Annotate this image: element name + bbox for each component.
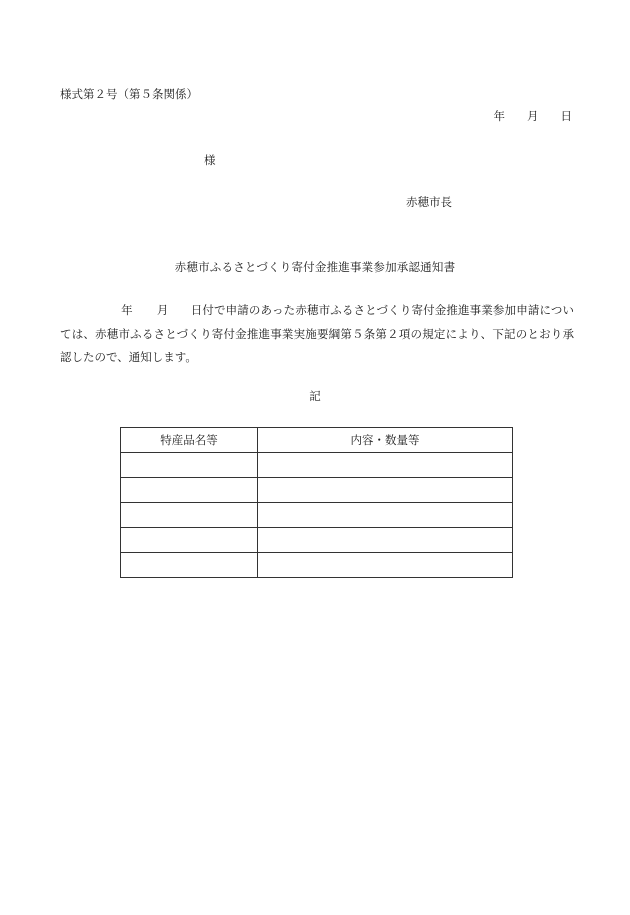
table-cell-product[interactable] [121,528,258,553]
table-cell-product[interactable] [121,503,258,528]
date-line [494,108,573,124]
document-title: 赤穂市ふるさとづくり寄付金推進事業参加承認通知書 [174,260,456,274]
body-text: 日付で申請のあった赤穂市ふるさとづくり寄付金推進事業参加申請については、赤穂市ふるさとづくり寄付金推進事業実施要綱第５条第２項の規定により、下記のとおり承認したので、通知します。 [60,303,575,364]
form-number: 様式第２号（第５条関係） [60,87,198,101]
table-row [121,528,513,553]
table-cell-content[interactable] [258,478,513,503]
table-header-row [121,428,513,453]
column-header-content-quantity: 内容・数量等 [258,428,513,453]
body-year-label: 年 [121,303,133,317]
table-row [121,453,513,478]
date-month-label: 月 [527,109,539,123]
table-row [121,503,513,528]
column-header-product-name: 特産品名等 [121,428,258,453]
items-table [120,427,513,578]
table-row [121,553,513,578]
ki-heading: 記 [309,389,321,403]
table-cell-product[interactable] [121,453,258,478]
table-row [121,478,513,503]
table-cell-product[interactable] [121,553,258,578]
body-month-label: 月 [156,303,169,317]
body-paragraph [60,299,574,370]
date-year-label: 年 [493,109,505,123]
table-cell-content[interactable] [258,453,513,478]
issuer-name: 赤穂市長 [406,195,452,209]
table-cell-content[interactable] [258,553,513,578]
date-day-label: 日 [560,109,572,123]
addressee-honorific: 様 [204,153,216,167]
table-cell-content[interactable] [258,503,513,528]
table-cell-product[interactable] [121,478,258,503]
table-cell-content[interactable] [258,528,513,553]
